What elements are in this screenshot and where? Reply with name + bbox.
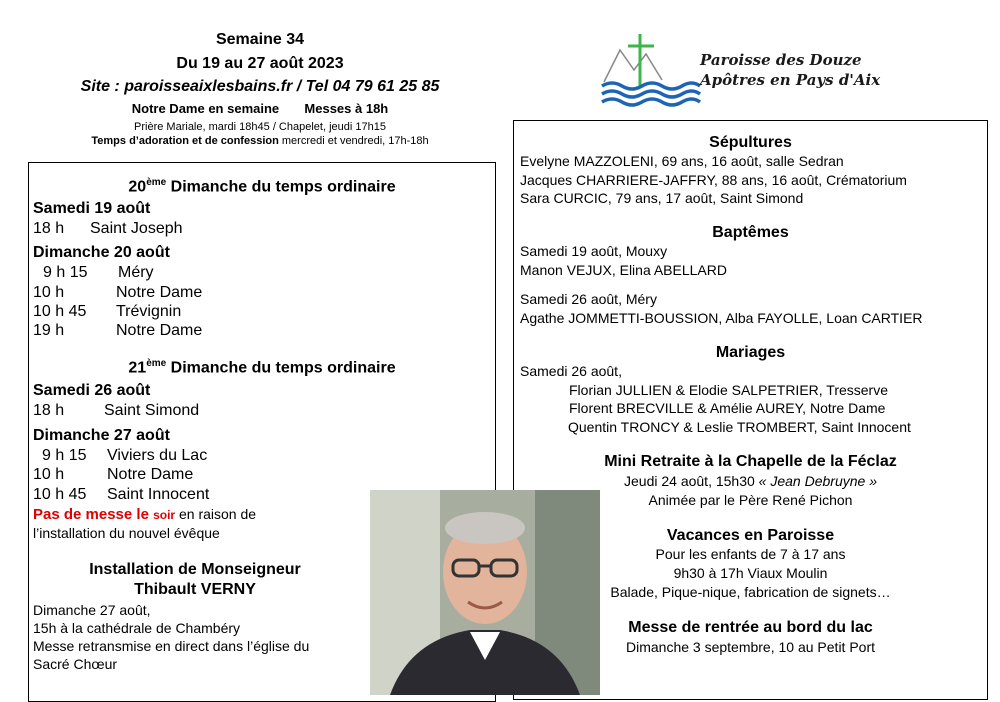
- sunday-20-title: 20ème Dimanche du temps ordinaire: [128, 177, 396, 196]
- site-and-phone: Site : paroisseaixlesbains.fr / Tel 04 79 61 25 85: [80, 78, 440, 95]
- bapteme-2-date: Samedi 26 août, Méry: [520, 291, 657, 307]
- installation-place: 15h à la cathédrale de Chambéry: [33, 620, 241, 636]
- day-saturday-19: Samedi 19 août: [33, 200, 151, 217]
- place-sat26-0: Saint Simond: [104, 402, 200, 419]
- time-sun20-2: 10 h 45: [33, 303, 87, 320]
- place-sun27-0: Viviers du Lac: [107, 447, 208, 464]
- wave-icon: [602, 83, 700, 89]
- mariages-date: Samedi 26 août,: [520, 363, 622, 379]
- mariage-0: Florian JULLIEN & Elodie SALPETRIER, Tresserve: [569, 382, 889, 398]
- day-sunday-20: Dimanche 20 août: [33, 244, 170, 261]
- time-sun20-1: 10 h: [33, 284, 65, 301]
- retraite-title: Mini Retraite à la Chapelle de la Féclaz: [604, 453, 897, 470]
- retraite-date: Jeudi 24 août, 15h30 « Jean Debruyne »: [624, 473, 877, 489]
- week-number: Semaine 34: [215, 31, 305, 48]
- time-sun27-1: 10 h: [33, 466, 65, 483]
- place-sun20-2: Trévignin: [116, 303, 182, 320]
- mariage-1: Florent BRECVILLE & Amélie AUREY, Notre Dame: [569, 400, 886, 416]
- adoration-schedule: mercredi et vendredi, 17h-18h: [278, 135, 429, 147]
- adoration-times: [40, 135, 480, 147]
- parish-name-line2: Apôtres en Pays d'Aix: [700, 71, 881, 89]
- day-sunday-27: Dimanche 27 août: [33, 427, 170, 444]
- weekday-masses: [100, 101, 420, 116]
- bapteme-1-date: Samedi 19 août, Mouxy: [520, 243, 668, 259]
- prayer-times: Prière Mariale, mardi 18h45 / Chapelet, jeudi 17h15: [134, 121, 386, 133]
- vacances-activities: Balade, Pique-nique, fabrication de signets…: [610, 584, 891, 600]
- time-sun27-0: 9 h 15: [42, 447, 87, 464]
- vacances-times: 9h30 à 17h Viaux Moulin: [673, 565, 828, 581]
- rentree-title: Messe de rentrée au bord du lac: [628, 619, 873, 636]
- time-sat19-0: 18 h: [33, 220, 65, 237]
- time-sat26-0: 18 h: [33, 402, 65, 419]
- masses-label: Messes à 18h: [304, 101, 389, 116]
- retraite-leader: Animée par le Père René Pichon: [648, 492, 853, 508]
- sepulture-2: Sara CURCIC, 79 ans, 17 août, Saint Simond: [520, 190, 804, 206]
- no-mass-notice: Pas de messe le soir en raison de: [33, 506, 257, 523]
- mountain-icon: [604, 50, 662, 82]
- installation-broadcast: Messe retransmise en direct dans l’église du: [33, 638, 310, 654]
- week-dates: Du 19 au 27 août 2023: [176, 55, 344, 72]
- mariage-2: Quentin TRONCY & Leslie TROMBERT, Saint Innocent: [568, 419, 911, 435]
- mariages-title: Mariages: [715, 344, 786, 361]
- place-sun20-0: Méry: [118, 264, 154, 281]
- installation-bishop: Thibault VERNY: [134, 581, 256, 598]
- no-mass-reason: l’installation du nouvel évêque: [33, 525, 220, 541]
- bishop-photo: [370, 490, 600, 695]
- parish-name: [700, 50, 920, 90]
- sepulture-0: Evelyne MAZZOLENI, 69 ans, 16 août, salle Sedran: [520, 153, 844, 169]
- adoration-label: Temps d’adoration et de confession: [91, 135, 279, 147]
- baptemes-title: Baptêmes: [712, 224, 789, 241]
- place-sat19-0: Saint Joseph: [90, 220, 183, 237]
- sunday-21-title: 21ème Dimanche du temps ordinaire: [128, 358, 396, 377]
- vacances-ages: Pour les enfants de 7 à 17 ans: [655, 546, 846, 562]
- place-sun27-1: Notre Dame: [107, 466, 194, 483]
- place-sun20-3: Notre Dame: [116, 322, 203, 339]
- notre-dame-label: Notre Dame en semaine: [131, 101, 280, 116]
- parish-name-line1: Paroisse des Douze: [700, 51, 862, 69]
- time-sun20-3: 19 h: [33, 322, 65, 339]
- time-sun27-2: 10 h 45: [33, 486, 87, 503]
- bapteme-2-names: Agathe JOMMETTI-BOUSSION, Alba FAYOLLE, Loan CARTIER: [520, 310, 923, 326]
- day-saturday-26: Samedi 26 août: [33, 382, 151, 399]
- time-sun20-0: 9 h 15: [43, 264, 88, 281]
- installation-church: Sacré Chœur: [33, 656, 118, 672]
- vacances-title: Vacances en Paroisse: [666, 527, 835, 544]
- sepulture-1: Jacques CHARRIERE-JAFFRY, 88 ans, 16 août, Crématorium: [520, 172, 907, 188]
- place-sun20-1: Notre Dame: [116, 284, 203, 301]
- bapteme-1-names: Manon VEJUX, Elina ABELLARD: [520, 262, 727, 278]
- sepultures-title: Sépultures: [709, 134, 792, 151]
- installation-title: Installation de Monseigneur: [89, 561, 301, 578]
- installation-date: Dimanche 27 août,: [33, 602, 151, 618]
- rentree-date: Dimanche 3 septembre, 10 au Petit Port: [625, 639, 876, 655]
- place-sun27-2: Saint Innocent: [107, 486, 210, 503]
